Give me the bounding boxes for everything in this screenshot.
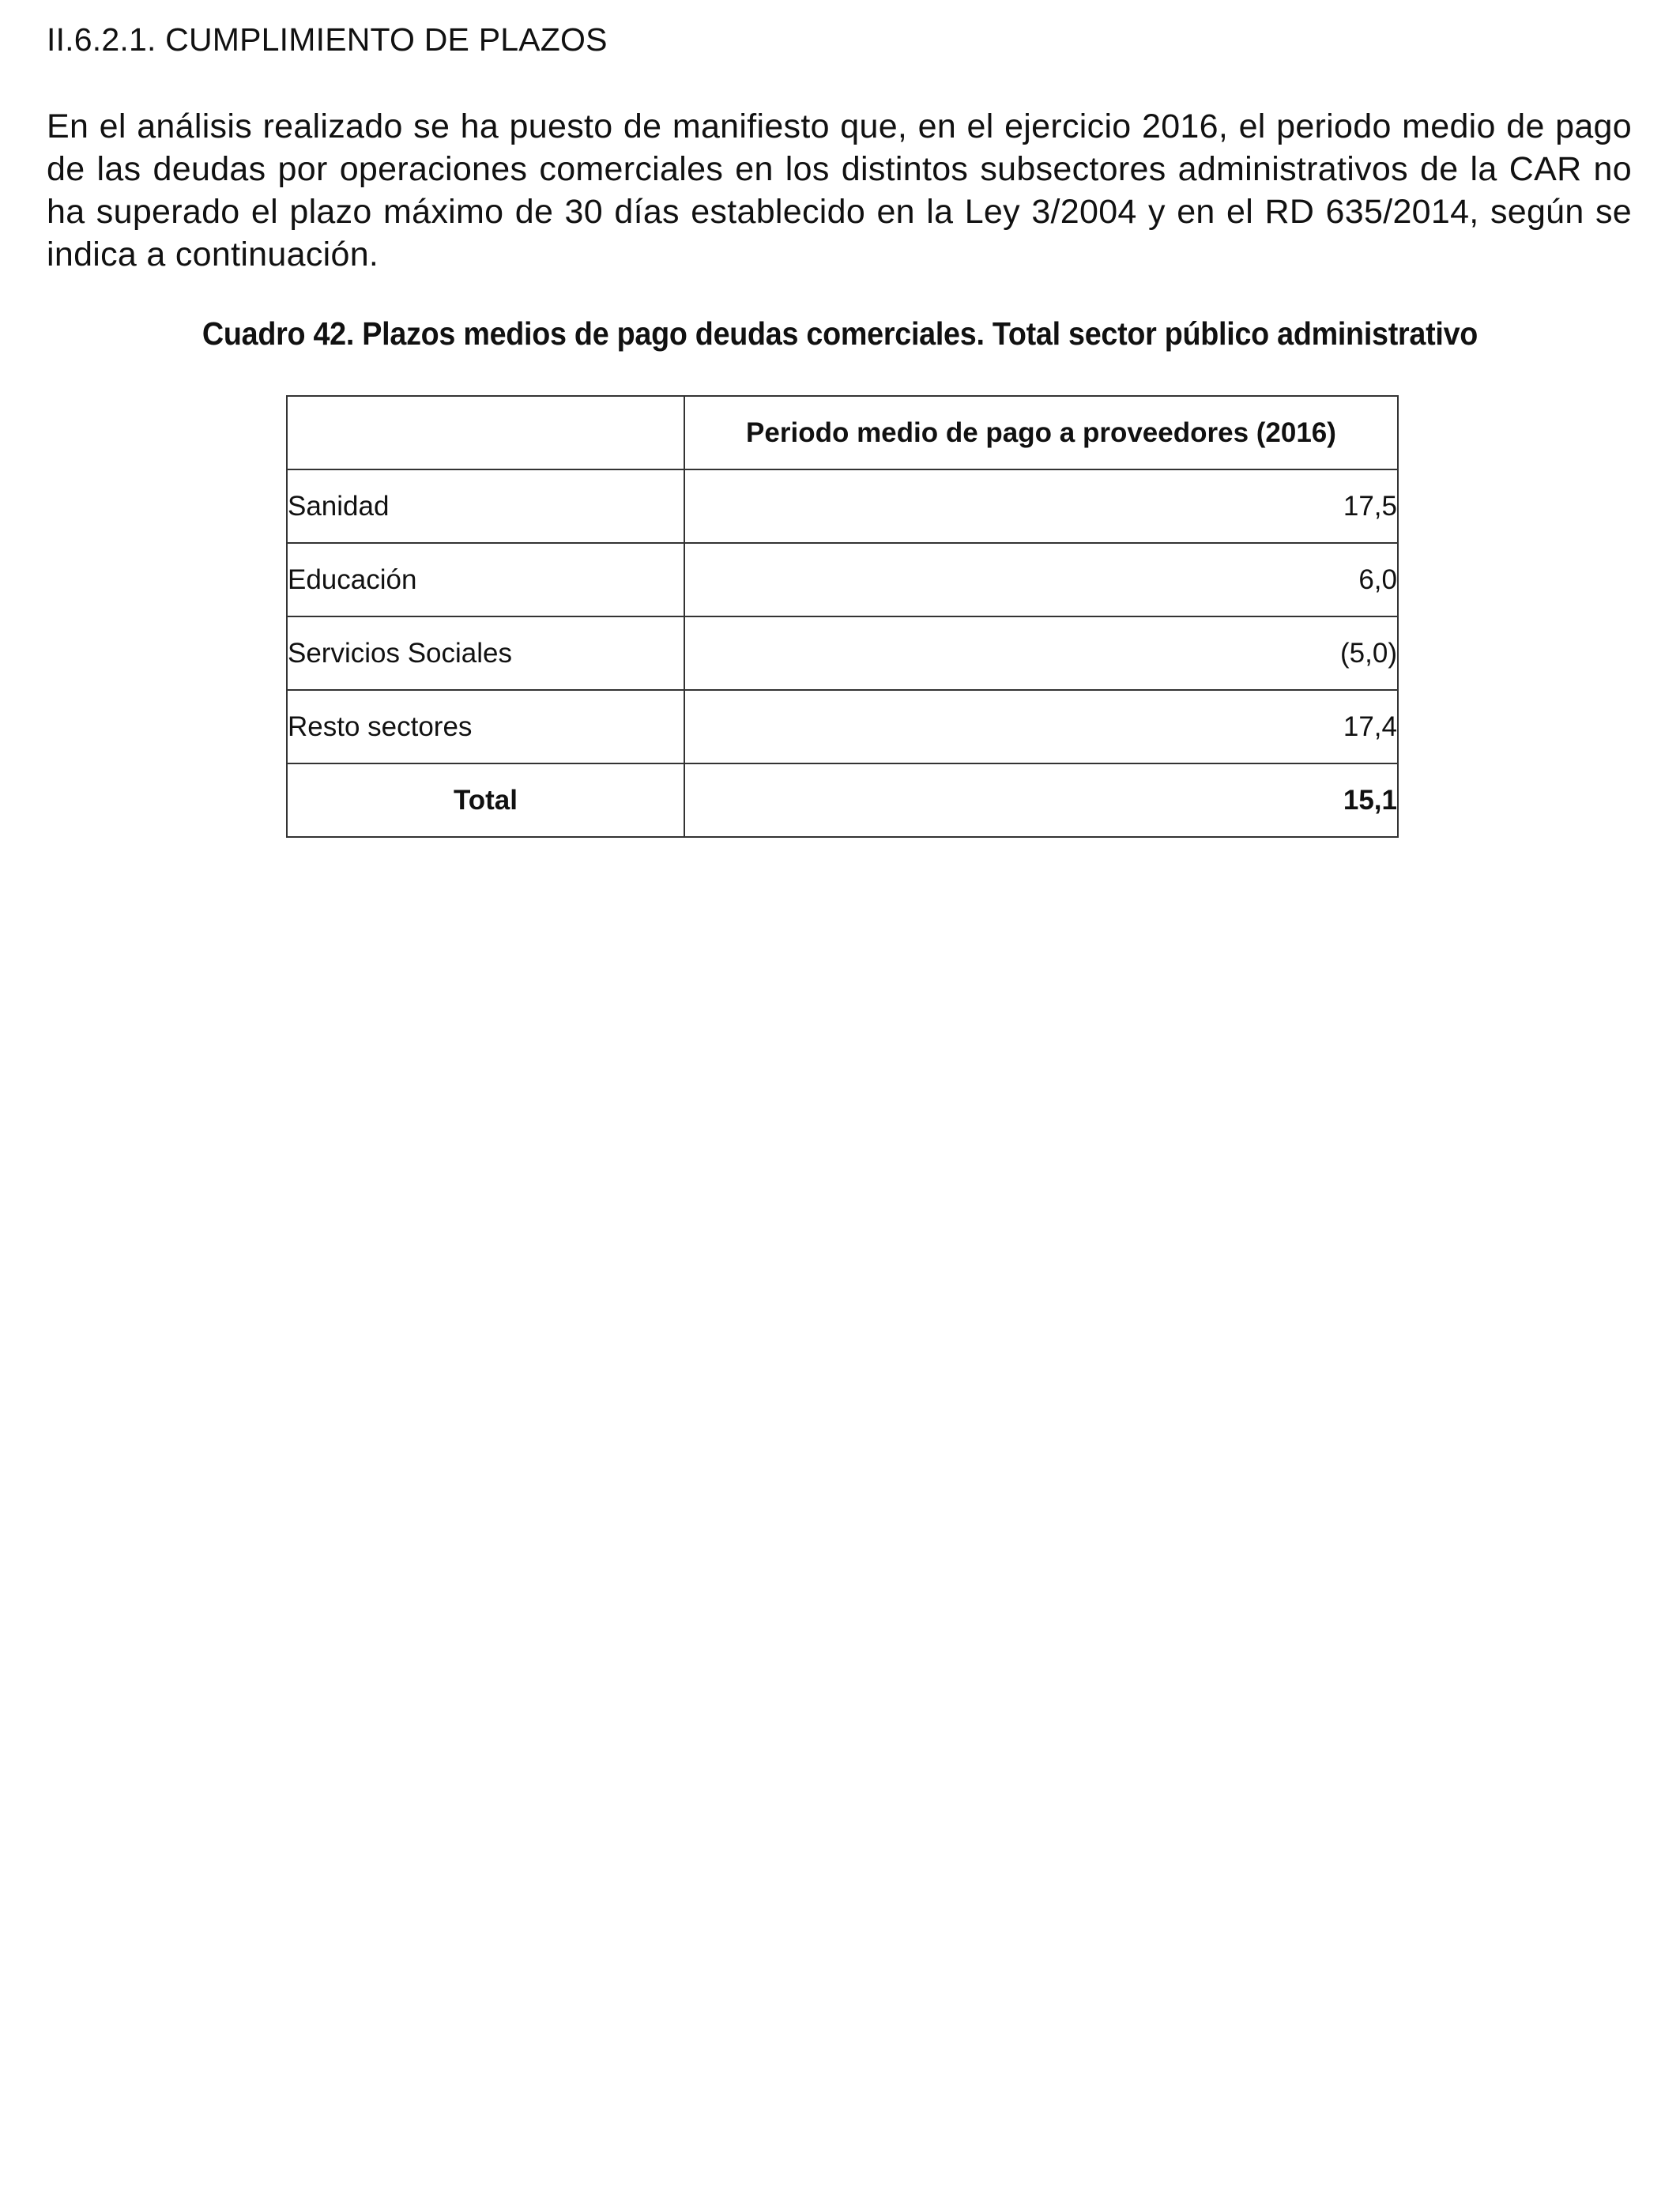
- table-row: [287, 616, 1398, 690]
- payment-period-table: [286, 395, 1399, 838]
- table-header-row: [287, 396, 1398, 469]
- row-label: Servicios Sociales: [287, 616, 684, 690]
- row-value: 17,4: [684, 690, 1398, 763]
- intro-paragraph: En el análisis realizado se ha puesto de manifiesto que, en el ejercicio 2016, el periodo medio de pago de las deudas por operaciones comerciales en los distintos subsectores administrativos de la CAR no ha superado el plazo máximo de 30 días establecido en la Ley 3/2004 y en el RD 635/2014, según se indica a continuación.: [47, 107, 1632, 273]
- header-value-cell: Periodo medio de pago a proveedores (2016): [684, 396, 1398, 469]
- table-caption: Cuadro 42. Plazos medios de pago deudas comerciales. Total sector público administrativo: [202, 315, 1478, 352]
- row-value: 6,0: [684, 543, 1398, 616]
- header-label-cell: [287, 396, 684, 469]
- total-value: 15,1: [684, 763, 1398, 837]
- row-label: Resto sectores: [287, 690, 684, 763]
- total-label: Total: [287, 763, 684, 837]
- table-row: [287, 543, 1398, 616]
- section-heading: II.6.2.1. CUMPLIMIENTO DE PLAZOS: [47, 21, 608, 58]
- row-value: 17,5: [684, 469, 1398, 543]
- table-row: [287, 469, 1398, 543]
- table-row: [287, 690, 1398, 763]
- row-label: Sanidad: [287, 469, 684, 543]
- row-value: (5,0): [684, 616, 1398, 690]
- table-total-row: [287, 763, 1398, 837]
- row-label: Educación: [287, 543, 684, 616]
